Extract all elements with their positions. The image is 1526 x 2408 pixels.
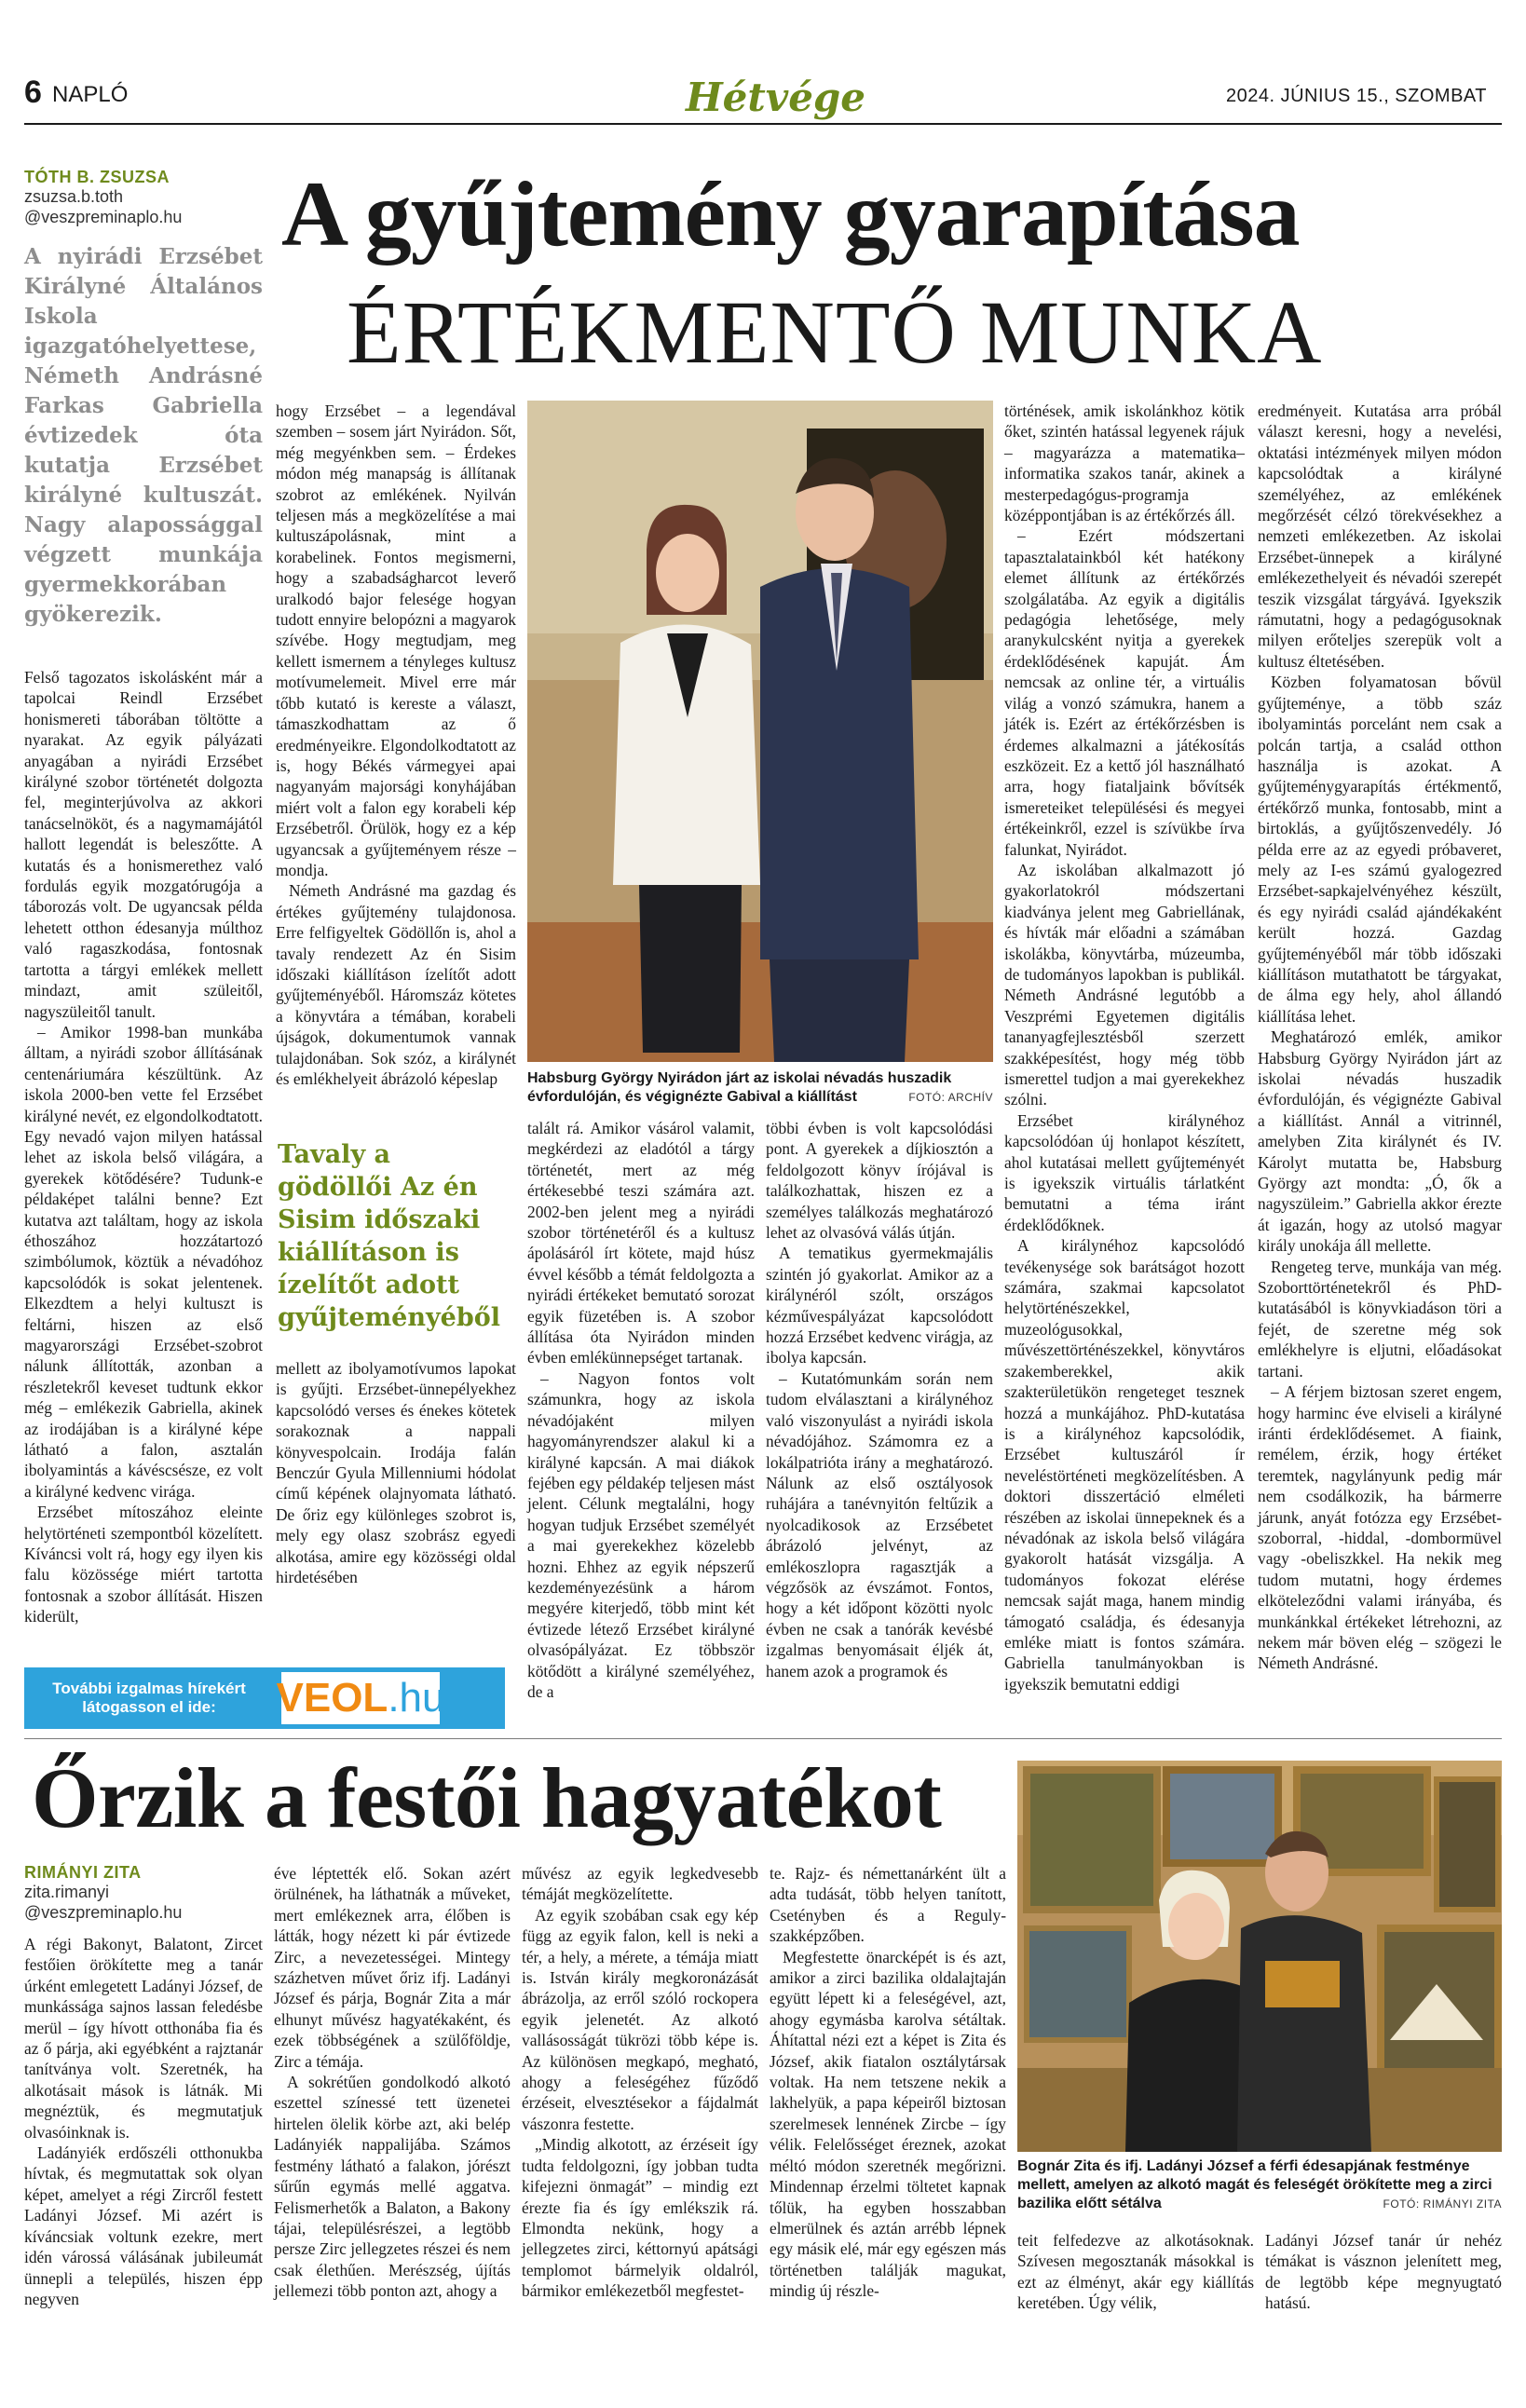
article1-author-email: zsuzsa.b.toth @veszpreminaplo.hu xyxy=(24,187,183,226)
article1-pullquote: Tavaly a gödöllői Az én Sisim időszaki kiállításon is ízelítőt adott gyűjteményéből xyxy=(278,1140,501,1332)
article1-lead: A nyirádi Erzsébet Királyné Általános Iskola igazgatóhelyettese, Németh Andrásné Farkas Gabriella évtizedek óta kutatja Erzsébet királyné kultuszát. Nagy alapossággal végzett munkája gyermekkorában gyökerezik. xyxy=(24,244,263,627)
article2-column-3: művész az egyik legkedvesebb témáját megközelítette. Az egyik szobában csak egy kép függ az egyik falon, kell is neki a tér, a hely, a mérete, a témája miatt is. István király megkoronázását ábrázolja, az erről szóló rockopera egyik jelenetét. Az alkotó vallásosságát tükrözi több képe is. Az különösen megkapó, megható, ahogy a feleségéhez fűződő érzéseit, elvesztésekor a fájdalmát vászonra festette. „Mindig alkotott, az érzéseit így tudta feldolgozni, így jobban tudta kifejezni önmagát” – mindig ezt érezte fia és így emlékszik rá. Elmondta nekünk, hogy a jellegzetes zirci, kéttornyú apátsági templomot bármelyik oldalról, bármikor emlékezetből megfestet- xyxy=(522,1864,758,2301)
veol-logo[interactable]: VEOL .hu xyxy=(281,1672,440,1724)
article1-photo xyxy=(527,401,993,1062)
article2-column-5: teit felfedezve az alkotásoknak. Szívesen megosztanák másokkal is ezt az élményt, akár egy kiállítás keretében. Úgy vélik, xyxy=(1017,2231,1254,2313)
article1-headline: A gyűjtemény gyarapítása xyxy=(281,162,1300,265)
article1-column-6: eredményeit. Kutatása arra próbál választ keresni, hogy a nevelési, oktatási intézmények milyen módon kapcsolódtak a királyné személyéhez, az emlékének megőrzését célzó törekvésekhez a nemzeti emlékezetben. Az iskolai Erzsébet-ünnepek a királyné emlékezethelyeit és névadói szerepét teszik vizsgálat tárgyává. Igyekszik rámutatni, hogy a pedagógusoknak milyen erőteljes szerepük volt a kultusz éltetésében. Közben folyamatosan bővül gyűjteménye, a több száz ibolyamintás porcelánt nem csak a polcán tartja, a család otthon használja is azokat. A gyűjteménygyarapítás értékmentő, értékőrző munka, fontosabb, mint a birtoklás, a gyűjtőszenvedély. Jó példa erre az az egyedi próbaveret, mely az I-es számú gyalogezred Erzsébet-sapkajelvényéhez készült, és egy nyirádi család ajándékaként került hozzá. Gazdag gyűjteményéből már több időszaki kiállításon mutathatott be tárgyakat, de álma egy hely, ahol állandó kiállítása lehet. Meghatározó emlék, amikor Habsburg György Nyirádon járt az iskolai névadás huszadik évfordulóján, és végignézte Gabival a kiállítást. Annál a vitrinnél, amelyben Zita királynét és IV. Károlyt mutatta be, Habsburg György azt mondta: „Ó, ők a nagyszüleim.” Gabriella akkor érezte át igazán, hogy az utolsó magyar király unokája áll mellette. Rengeteg terve, munkája van még. Szoborttörténetekről és PhD-kutatásából is könyvkiadáson töri a fejét, de szeretne még sok emlékhelyre is eljutni, előadásokat tartani. – A férjem biztosan szeret engem, hogy harminc éve elviseli a királyné iránti érdeklődésemet. A fiaink, remélem, érzik, hogy értéket teremtek, nagylányunk pedig már nem csodálkozik, ha bármerre járunk, anyát fotózza egy Erzsébet-szoborral, -hiddal, -dombormüvel vagy -obeliszkkel. Ha nekik meg tudom mutatni, hogy érdemes elköteleződni valami irányába, és munkánkkal értékeket létrehozni, az nekem már böven elég – szögezi le Németh Andrásné. xyxy=(1258,401,1502,1673)
banner-text: További izgalmas hírekért látogasson el ide: xyxy=(52,1680,246,1716)
article1-subheadline: ÉRTÉKMENTŐ MUNKA xyxy=(347,282,1323,382)
article1-column-2b: mellett az ibolyamotívumos lapokat is gyűjti. Erzsébet-ünnepélyekhez kapcsolódó verses és énekes kötetek sorakoznak a nappali könyvespolcain. Irodája falán Benczúr Gyula Millenniumi hódolat című képének olajnyomata látható. De őriz egy különleges szobrot is, mely egy olasz szobrász egyedi alkotása, amire egy közösségi oldal hirdetésében xyxy=(276,1359,516,1587)
article2-author-email: zita.rimanyi @veszpreminaplo.hu xyxy=(24,1883,183,1922)
issue-date: 2024. JÚNIUS 15., SZOMBAT xyxy=(1226,86,1487,106)
article2-column-2: éve léptették elő. Sokan azért örülnének, ha láthatnák a műveket, mert emlékeznek arra, élőben is látták, hogy nézett ki pár évtizede Zirc, a nevezetességei. Mintegy százhetven művet őriz ifj. Ladányi József és párja, Bognár Zita a már elhunyt művész hagyatékaként, és ezek többségének a szülőföldje, Zirc a témája. A sokrétűen gondolkodó alkotó eszettel színessé tett üzenetei hirtelen ölelik körbe azt, aki belép Ladányiék nappalijába. Számos festmény látható a falakon, jórészt sűrűn egymás mellé aggatva. Felismerhetők a Balaton, a Bakony tájai, településrészei, a legtöbb persze Zirc jellegzetes részei és nem csak élethűen. Merészség, újítás jellemezi több ponton azt, ahogy a xyxy=(274,1864,511,2301)
article2-column-1: A régi Bakonyt, Balatont, Zircet festőien örökítette meg a tanár úrként emlegetett Ladányi József, de munkássága sajnos lassan feledésbe merül – így hívott otthonába fia és az ő párja, aki egyébként a rajztanár tanítványa volt. Szeretnék, ha alkotásait mások is látnák. Mi megnéztük, és megmutatjuk olvasóinknak is. Ladányiék erdőszéli otthonukba hívtak, és megmutattak sok olyan képet, amelyet a régi Zircről festett Ladányi József. Mi azért is kíváncsiak voltunk ezekre, mert idén várossá válásának jubileumát ünnepli a település, hiszen épp negyven xyxy=(24,1935,263,2308)
article1-photo-credit: FOTÓ: ARCHÍV xyxy=(908,1091,993,1104)
article2-column-4: te. Rajz- és némettanárként ült a adta tudását, több helyen tanított, Csetényben és a Reguly-szakképzőben. Megfestette önarcképét is és azt, amikor a zirci bazilika oldalajtaján együtt lépett ki a feleségével, azt, ahogy egymásba karolva sétáltak. Áhítattal nézi ezt a képet is Zita és József, akik fiatalon osztálytársak voltak. Ha nem tetszene nekik a lakhelyük, a papa képeiről biztosan szerelmesek lennének Zircbe – így vélik. Felelősséget éreznek, azokat méltó módon szeretnék megőrizni. Mindennap érzelmi töltetet kapnak tőlük, ha egyben hosszabban elmerülnek és aztán arrébb lépnek egy másik elé, már egy egészen más történetben találják magukat, mindig új részle- xyxy=(770,1864,1006,2301)
article2-photo xyxy=(1017,1761,1502,2152)
photo-ladanyi-couple xyxy=(1017,1761,1502,2152)
page-number: 6 xyxy=(24,75,42,110)
article1-column-2a: hogy Erzsébet – a legendával szemben – sosem járt Nyirádon. Sőt, még megyénkben sem. – Érdekes módon még manapság is állítanak szobrot az emlékének. Nyilván teljesen más a megközelítése a mai kultuszápolásnak, mint a korabelinek. Fontos megismerni, hogy a szabadságharcot leverő uralkodó bajor felesége hogyan tudott ennyire belopózni a magyarok szívébe. Hogy megtudjam, meg kellett ismernem a tényleges kultusz motívumelemeit. Mivel erre már tőbb kutató is kereste a választ, támaszkodhattam az ő eredményeikre. Elgondolkodtatott az is, hogy Békés vármegyei apai nagyanyám majorsági konyhájában miért volt a falon egy korabeli kép Erzsébetről. Örülök, hogy ez a kép ugyancsak a gyűjteményem része – mondja. Németh Andrásné ma gazdag és értékes gyűjtemény tulajdonosa. Erre felfigyeltek Gödöllőn is, ahol a tavaly rendezett Az én Sisim időszaki kiállításon ízelítőt adott gyűjteményéből. Háromszáz kötetes a könyvtára a témában, korabeli újságok, dokumentumok vannak tulajdonában. Sok szóz, a királynét és emlékhelyeit ábrázoló képeslap xyxy=(276,401,516,1088)
header-rule xyxy=(24,123,1502,125)
publication-name: NAPLÓ xyxy=(52,82,129,107)
article1-photo-caption: Habsburg György Nyirádon járt az iskolai névadás huszadik évfordulóján, és végignézte Gabival a kiállítást FOTÓ: ARCHÍV xyxy=(527,1070,993,1105)
section-title: Hétvége xyxy=(686,75,866,120)
article1-column-1: Felső tagozatos iskolásként már a tapolcai Reindl Erzsébet honismereti táborában töltötte a nyarakat. Az egyik pályázati anyagában a nyirádi Erzsébet királyné szobor történetét dolgozta fel, meginterjúvolva az akkori tanácselnököt, és a nagymamájától hallott legendát is beleszőtte. A kutatás és a honismerethez való fordulás egyik mozgatórugója a táborozás volt. De ugyancsak példa lehetett otthon édesanyja múlthoz való ragaszkodása, fontosnak tartotta a tárgyi emlékek mellett mindazt, amit szüleitől, nagyszüleitől tanult. – Amikor 1998-ban munkába álltam, a nyirádi szobor állításának centenáriumára készültünk. Az iskola 2000-ben vette fel Erzsébet királyné nevét, ez elgondolkodtatott. Egy nevadó vajon milyen hatással lehet az iskola belső világára, a gyerekek kötődésére? Tudunk-e példaképet találni benne? Ezt kutatva azt találtam, hogy az iskola éthoszához hozzátartozó szimbólumok, köztük a névadóhoz kapcsolódók is sokat jelentenek. Elkezdtem a helyi kultuszt is feltárni, hiszen az első magyarországi Erzsébet-szobrot nálunk állították, azonban a részletekről keveset tudtunk ekkor még – emlékezik Gabriella, akinek az irodájában is a királyné képe látható a falon, asztalán ibolyamintás a kávéscsésze, ez volt a királyné kedvenc virága. Erzsébet mítoszához eleinte helytörténeti szempontból közelített. Kíváncsi volt rá, hogy egy ilyen kis falu közössége miért tartotta fontosnak a szobor állítását. Hiszen kiderült, xyxy=(24,668,263,1626)
veol-banner[interactable] xyxy=(24,1667,505,1729)
article1-column-5: történések, amik iskolánkhoz kötik őket, szintén hatással legyenek rájuk – magyarázza a matematika–informatika szakos tanár, akinek a mesterpedagógus-programja középpontjában is az értékőrzés áll. – Ezért módszertani tapasztalatainkból két hatékony elemet állítunk az értékőrzés szolgálatába. Az egyik a digitális pedagógia lehetősége, mely aranykulcsként nyitja a gyerekek érdeklődésének kapuját. Ám nemcsak az online tér, a virtuális világ a vonzó számukra, hanem a játék is. Ezért az értékőrzésben is érdemes alkalmazni a játékosítás eszközeit. Ez a kettő jól használható arra, hogy fiataljaink bővítsék ismereteiket településési és megyei értékeinkről, ezzel is szívükbe írva falunkat, Nyirádot. Az iskolában alkalmazott jó gyakorlatokról módszertani kiadványa jelent meg Gabriellának, és hívták már előadni a számában iskolákba, könyvtárba, múzeumba, de tudományos lapokban is publikál. Németh Andrásné legutóbb a Veszprémi Egyetemen digitális tananyagfejlesztésből szerzett szakképesítést, hogy még több ismerettel tudjon a mai gyerekekhez szólni. Erzsébet királynéhoz kapcsolódóan új honlapot készített, ahol kutatásai mellett gyűjteményét is igyekszik virtuális tárlatként bemutatni a téma iránt érdeklődőknek. A királynéhoz kapcsolódó tevékenysége sok barátságot hozott számára, szakmai kapcsolatot helytörténészekkel, muzeológusokkal, művészettörténészekkel, könyvtáros szakemberekkel, akik szakterületükön rengeteget tesznek hozzá a munkájához. PhD-kutatása is a királynéhoz kapcsolódik, Erzsébet kultuszáról ír neveléstörténeti megközelítésben. A doktori disszertáció elméleti részében az iskolai ünnepeknek és a névadónak az iskola belső világára gyakorolt hatását vizsgálja. A tudományos fokozat elérése nemcsak saját maga, hanem mindig támogató családja, és édesanyja emléke miatt is fontos számára. Gabriella tanulmányokban is igyekszik bemutatni eddigi xyxy=(1004,401,1245,1694)
article2-photo-caption: Bognár Zita és ifj. Ladányi József a férfi édesapjának festménye mellett, amelyen az alkotó magát és feleségét örökítette meg a zirci bazilika előtt sétálva FOTÓ: RIMÁNYI ZITA xyxy=(1017,2158,1502,2211)
article2-author-name: RIMÁNYI ZITA xyxy=(24,1863,142,1882)
article1-column-3: talált rá. Amikor vásárol valamit, megkérdezi az eladótól a tárgy történetét, mert az még értékesebbé teszi számára azt. 2002-ben jelent meg a nyirádi szobor történetéről és a kultusz ápolásáról írt kötete, majd húsz évvel később a témát feldolgozta a nyirádi értékeket bemutató sorozat egyik füzetében is. A szobor állítása óta Nyirádon minden évben emlékünnepséget tartanak. – Nagyon fontos volt számunkra, hogy az iskola névadójaként milyen hagyományrendszer alakul ki a királyné kapcsán. A mai diákok fejében egy példakép teljesen mást jelent. Célunk megtalálni, hogy hogyan tudjuk Erzsébet személyét a mai gyerekekhez közelebb hozni. Ehhez az egyik népszerű kezdeményezésünk a három megyére kiterjedő, több mint két évtizede létező Erzsébet királyné olvasópályázat. Ez többször kötődött a királyné személyéhez, de a xyxy=(527,1119,755,1701)
photo-habsburg-gabriella xyxy=(527,401,993,1062)
article2-photo-credit: FOTÓ: RIMÁNYI ZITA xyxy=(1383,2197,1502,2211)
article1-author-name: TÓTH B. ZSUZSA xyxy=(24,168,170,186)
article2-headline: Őrzik a festői hagyatékot xyxy=(32,1750,942,1845)
article2-column-6: Ladányi József tanár úr nehéz témákat is vásznon jelenített meg, de legtöbb képe megnyugtató hatású. xyxy=(1265,2231,1502,2313)
article-separator xyxy=(24,1738,1502,1739)
article1-column-4: többi évben is volt kapcsolódási pont. A gyerekek a díjkiosztón a feldolgozott könyv írójával is találkozhattak, hiszen ez a személyes találkozás meghatározó lehet az olvasóvá válás útján. A tematikus gyermekmajális szintén jó gyakorlat. Amikor az a királynéról szólt, országos kézművespályázat kapcsolódott hozzá Erzsébet kedvenc virágja, az ibolya kapcsán. – Kutatómunkám során nem tudom elválasztani a királynéhoz való viszonyulást a nyirádi iskola névadójához. Számomra ez a lokálpatrióta irány a meghatározó. Nálunk az első osztályosok ruhájára a tanévnyitón feltűzik a nyolcadikosok az Erzsébetet ábrázoló jelvényt, az emlékoszlopra ragasztják a végzősök az évszámot. Fontos, hogy a két időpont közötti nyolc évben ne csak a tanórák kevésbé izgalmas benyomásait éljék át, hanem azok a programok és xyxy=(766,1119,993,1680)
